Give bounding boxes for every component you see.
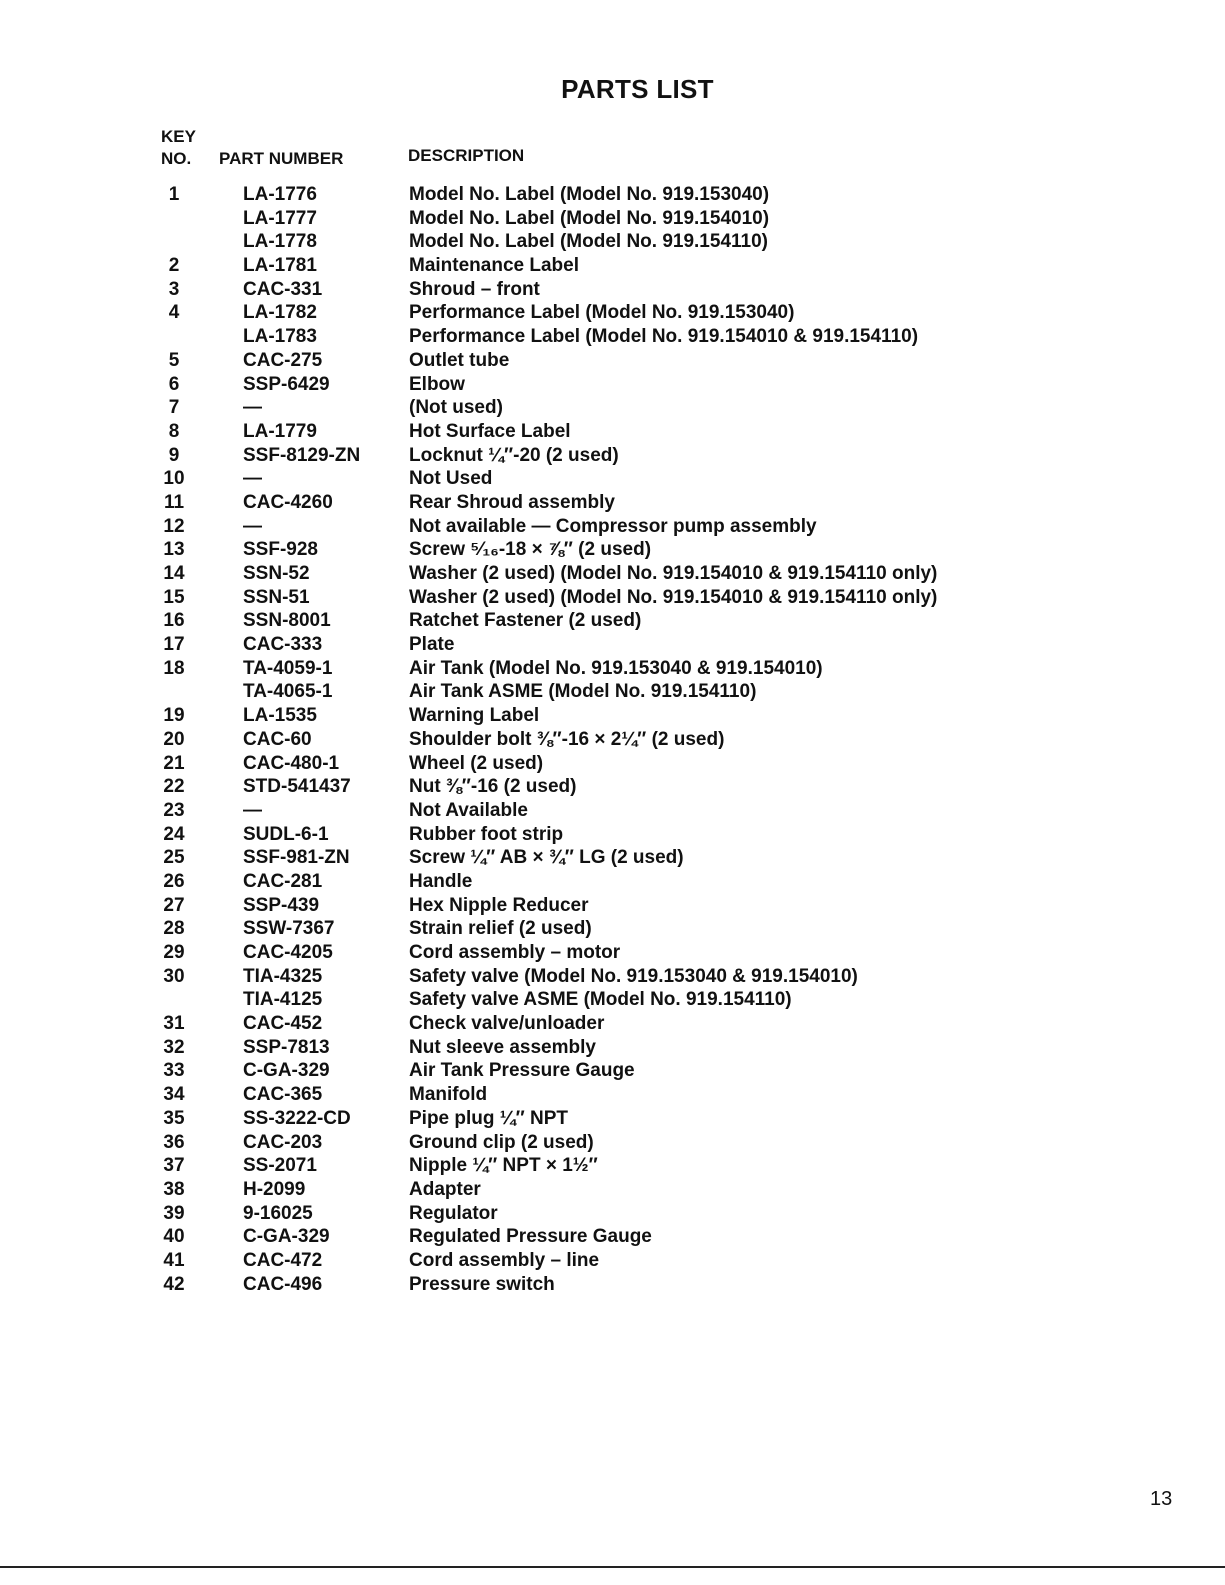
key-number: 3 — [168, 278, 180, 300]
part-number: C-GA-329 — [243, 1060, 330, 1082]
parts-row — [0, 1131, 1225, 1155]
part-description: Adapter — [409, 1178, 481, 1200]
key-number: 36 — [163, 1131, 185, 1153]
parts-row — [0, 183, 1225, 207]
parts-row — [0, 491, 1225, 515]
part-description: Not Available — [409, 799, 528, 821]
parts-row — [0, 657, 1225, 681]
parts-row — [0, 1012, 1225, 1036]
part-description: Nut ⅜″-16 (2 used) — [409, 776, 577, 798]
part-description: Pipe plug ¼″ NPT — [409, 1107, 569, 1129]
key-number: 33 — [163, 1060, 185, 1082]
part-description: Shroud – front — [409, 278, 540, 300]
part-number: H-2099 — [243, 1178, 306, 1200]
key-number: 37 — [163, 1155, 185, 1177]
part-number: SSN-52 — [243, 563, 310, 584]
part-description: Plate — [409, 634, 455, 656]
parts-row — [0, 988, 1225, 1012]
part-number: C-GA-329 — [243, 1226, 330, 1248]
part-number: CAC-281 — [243, 870, 323, 892]
part-description: Handle — [409, 870, 473, 892]
parts-row — [0, 396, 1225, 420]
part-description: Model No. Label (Model No. 919.153040) — [409, 184, 770, 205]
key-number: 9 — [168, 444, 180, 466]
key-number: 5 — [168, 349, 180, 371]
parts-row — [0, 301, 1225, 325]
parts-row — [0, 633, 1225, 657]
parts-row — [0, 325, 1225, 349]
part-number: — — [243, 468, 262, 490]
parts-row — [0, 1178, 1225, 1202]
part-description: Nut sleeve assembly — [409, 1036, 596, 1058]
parts-row — [0, 1107, 1225, 1131]
key-number: 21 — [163, 752, 185, 774]
part-number: LA-1535 — [243, 705, 317, 727]
parts-list — [0, 183, 1225, 1296]
key-number: 30 — [163, 965, 185, 987]
part-number: TIA-4325 — [243, 965, 323, 987]
part-description: Ground clip (2 used) — [409, 1131, 594, 1153]
part-number: CAC-331 — [243, 278, 323, 300]
part-number: — — [243, 799, 262, 821]
key-number: 27 — [163, 894, 185, 916]
parts-row — [0, 752, 1225, 776]
parts-row — [0, 230, 1225, 254]
key-number: 4 — [168, 302, 180, 324]
parts-row — [0, 846, 1225, 870]
column-headers — [0, 126, 1225, 176]
part-number: SSN-51 — [243, 586, 310, 608]
key-number: 23 — [163, 799, 185, 821]
key-number: 34 — [163, 1084, 185, 1106]
key-number: 31 — [163, 1013, 185, 1035]
parts-row — [0, 420, 1225, 444]
part-description: Cord assembly – line — [409, 1249, 600, 1271]
part-number: LA-1782 — [243, 302, 317, 324]
key-number: 11 — [163, 491, 185, 513]
key-number: 25 — [163, 847, 185, 869]
part-number: LA-1783 — [243, 326, 317, 348]
part-description: Check valve/unloader — [409, 1013, 605, 1035]
part-description: Regulated Pressure Gauge — [409, 1226, 652, 1248]
key-number: 24 — [163, 823, 185, 845]
part-number: CAC-365 — [243, 1084, 323, 1106]
part-number: STD-541437 — [243, 776, 351, 798]
key-number: 6 — [168, 373, 180, 395]
parts-row — [0, 1083, 1225, 1107]
key-number: 22 — [163, 776, 185, 798]
part-number: CAC-452 — [243, 1013, 323, 1035]
part-number: LA-1776 — [243, 184, 317, 205]
key-number: 17 — [163, 634, 185, 656]
key-number: 16 — [163, 610, 185, 632]
part-number: SS-3222-CD — [243, 1107, 351, 1129]
parts-row — [0, 1154, 1225, 1178]
part-description: Safety valve ASME (Model No. 919.154110) — [409, 989, 792, 1011]
part-number: CAC-472 — [243, 1249, 323, 1271]
parts-row — [0, 917, 1225, 941]
parts-row — [0, 349, 1225, 373]
part-description: Ratchet Fastener (2 used) — [409, 610, 642, 632]
parts-row — [0, 870, 1225, 894]
parts-row — [0, 894, 1225, 918]
part-description: Washer (2 used) (Model No. 919.154010 & 919.154110 only) — [409, 563, 938, 584]
key-number: 42 — [163, 1273, 185, 1295]
parts-row — [0, 515, 1225, 539]
parts-row — [0, 538, 1225, 562]
part-description: Rubber foot strip — [409, 823, 564, 845]
part-number: CAC-203 — [243, 1131, 323, 1153]
key-number: 13 — [163, 539, 185, 561]
parts-row — [0, 775, 1225, 799]
part-number: CAC-4205 — [243, 942, 333, 963]
parts-row — [0, 680, 1225, 704]
part-description: Regulator — [409, 1202, 498, 1224]
part-number: SSN-8001 — [243, 610, 331, 632]
key-number: 35 — [163, 1107, 185, 1129]
key-number: 26 — [163, 870, 185, 892]
part-number: CAC-60 — [243, 728, 312, 750]
key-number: 14 — [163, 563, 185, 584]
part-description: Air Tank ASME (Model No. 919.154110) — [409, 681, 757, 703]
key-number: 19 — [163, 705, 185, 727]
part-number: SSW-7367 — [243, 918, 335, 940]
part-description: Not available — Compressor pump assembly — [409, 515, 817, 537]
part-description: Manifold — [409, 1084, 488, 1106]
key-number: 41 — [163, 1249, 185, 1271]
part-description: Strain relief (2 used) — [409, 918, 592, 940]
part-number: TIA-4125 — [243, 989, 323, 1011]
part-number: LA-1779 — [243, 420, 317, 442]
part-description: Safety valve (Model No. 919.153040 & 919.154010) — [409, 965, 858, 987]
part-description: Nipple ¼″ NPT × 1½″ — [409, 1155, 598, 1177]
key-number: 28 — [163, 918, 185, 940]
parts-row — [0, 1036, 1225, 1060]
key-number: 18 — [163, 657, 185, 679]
parts-row — [0, 1273, 1225, 1297]
parts-row — [0, 941, 1225, 965]
part-description: Performance Label (Model No. 919.154010 & 919.154110) — [409, 326, 919, 348]
part-number: CAC-4260 — [243, 491, 333, 513]
part-description: (Not used) — [409, 397, 503, 419]
parts-row — [0, 799, 1225, 823]
part-description: Hex Nipple Reducer — [409, 894, 589, 916]
key-no-header — [161, 126, 196, 170]
key-number: 10 — [163, 468, 185, 490]
key-header-line1: KEY — [161, 127, 196, 146]
part-description: Not Used — [409, 468, 493, 490]
part-description: Elbow — [409, 373, 465, 395]
part-description: Air Tank (Model No. 919.153040 & 919.154010) — [409, 657, 823, 679]
page-number: 13 — [1150, 1488, 1173, 1510]
part-number: — — [243, 515, 262, 537]
parts-row — [0, 562, 1225, 586]
key-number: 40 — [163, 1226, 185, 1248]
key-number: 12 — [163, 515, 185, 537]
parts-row — [0, 444, 1225, 468]
key-number: 29 — [163, 942, 185, 963]
key-number: 20 — [163, 728, 185, 750]
part-number: SUDL-6-1 — [243, 823, 329, 845]
part-number: SS-2071 — [243, 1155, 317, 1177]
parts-row — [0, 704, 1225, 728]
description-header: DESCRIPTION — [408, 146, 525, 165]
parts-row — [0, 373, 1225, 397]
part-description: Screw ¼″ AB × ¾″ LG (2 used) — [409, 847, 684, 869]
key-number: 2 — [168, 255, 180, 277]
part-description: Screw ⁵⁄₁₆-18 × ⅞″ (2 used) — [409, 539, 652, 561]
part-number: LA-1778 — [243, 231, 317, 253]
parts-row — [0, 1202, 1225, 1226]
key-number: 7 — [168, 397, 180, 419]
part-number: LA-1777 — [243, 207, 317, 229]
page-title: PARTS LIST — [561, 74, 714, 104]
parts-row — [0, 1225, 1225, 1249]
part-description: Performance Label (Model No. 919.153040) — [409, 302, 795, 324]
parts-row — [0, 728, 1225, 752]
part-number: SSF-8129-ZN — [243, 444, 361, 466]
parts-row — [0, 467, 1225, 491]
part-number: — — [243, 397, 262, 419]
parts-row — [0, 278, 1225, 302]
part-number: SSF-928 — [243, 539, 318, 561]
bottom-rule — [0, 1566, 1225, 1568]
part-number: CAC-333 — [243, 634, 323, 656]
part-description: Model No. Label (Model No. 919.154010) — [409, 207, 770, 229]
parts-row — [0, 965, 1225, 989]
part-number: TA-4065-1 — [243, 681, 333, 703]
key-number: 1 — [168, 184, 180, 205]
key-number: 39 — [163, 1202, 185, 1224]
parts-row — [0, 254, 1225, 278]
part-description: Warning Label — [409, 705, 540, 727]
part-description: Air Tank Pressure Gauge — [409, 1060, 635, 1082]
key-number: 38 — [163, 1178, 185, 1200]
part-number: SSP-439 — [243, 894, 320, 916]
part-description: Locknut ¼″-20 (2 used) — [409, 444, 619, 466]
part-description: Model No. Label (Model No. 919.154110) — [409, 231, 768, 253]
part-number: LA-1781 — [243, 255, 317, 277]
part-number: CAC-480-1 — [243, 752, 340, 774]
part-description: Hot Surface Label — [409, 420, 571, 442]
part-number: CAC-275 — [243, 349, 323, 371]
part-description: Rear Shroud assembly — [409, 491, 615, 513]
parts-row — [0, 823, 1225, 847]
parts-row — [0, 207, 1225, 231]
part-description: Cord assembly – motor — [409, 942, 621, 963]
parts-row — [0, 1059, 1225, 1083]
part-description: Shoulder bolt ⅜″-16 × 2¼″ (2 used) — [409, 728, 725, 750]
parts-row — [0, 609, 1225, 633]
key-number: 15 — [163, 586, 185, 608]
part-number: CAC-496 — [243, 1273, 323, 1295]
key-number: 8 — [168, 420, 180, 442]
part-number: 9-16025 — [243, 1202, 313, 1224]
part-description: Maintenance Label — [409, 255, 579, 277]
part-number: TA-4059-1 — [243, 657, 333, 679]
key-number: 32 — [163, 1036, 185, 1058]
part-number-header: PART NUMBER — [219, 149, 344, 168]
key-header-line2: NO. — [161, 149, 192, 168]
part-description: Outlet tube — [409, 349, 510, 371]
parts-row — [0, 1249, 1225, 1273]
part-description: Washer (2 used) (Model No. 919.154010 & 919.154110 only) — [409, 586, 938, 608]
part-description: Wheel (2 used) — [409, 752, 544, 774]
part-number: SSP-7813 — [243, 1036, 330, 1058]
part-description: Pressure switch — [409, 1273, 555, 1295]
part-number: SSF-981-ZN — [243, 847, 350, 869]
parts-row — [0, 586, 1225, 610]
part-number: SSP-6429 — [243, 373, 330, 395]
